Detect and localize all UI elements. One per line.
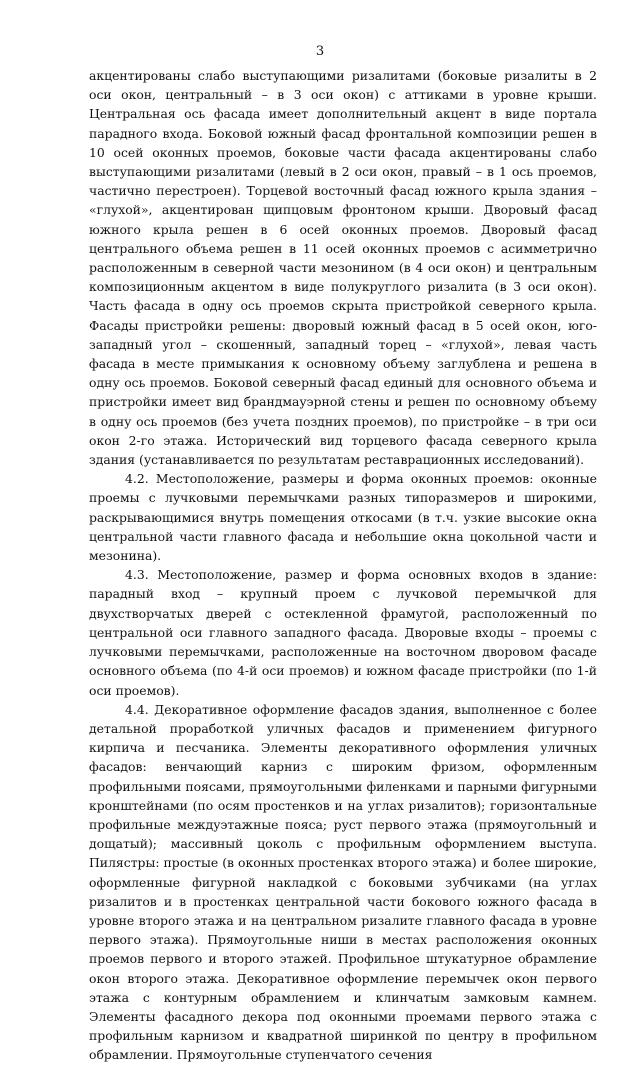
page-number: 3 xyxy=(315,44,325,59)
document-body xyxy=(89,66,597,1065)
paragraph-4-2: 4.2. Местоположение, размеры и форма оконных проемов: оконные проемы с лучковыми перемычками разных типоразмеров и широкими, раскрывающимися внутрь помещения откосами (в т.ч. узкие высокие окна центральной части главного фасада и небольшие окна цокольной части и мезонина). xyxy=(89,471,597,564)
paragraph-continued: акцентированы слабо выступающими ризалитами (боковые ризалиты в 2 оси окон, центральный – в 3 оси окон) с аттиками в уровне крыши. Центральная ось фасада имеет дополнительный акцент в виде портала парадного входа. Боковой южный фасад фронтальной композиции решен в 10 осей оконных проемов, боковые части фасада акцентированы слабо выступающими ризалитами (левый в 2 оси окон, правый – в 1 ось проемов, частично перестроен). Торцевой восточный фасад южного крыла здания – «глухой», акцентирован щипцовым фронтоном крыши. Дворовый фасад южного крыла решен в 6 осей оконных проемов. Дворовый фасад центрального объема решен в 11 осей оконных проемов с асимметрично расположенным в северной части мезонином (в 4 оси окон) и центральным композиционным акцентом в виде полукруглого ризалита (в 3 оси окон). Часть фасада в одну ось проемов скрыта пристройкой северного крыла. Фасады пристройки решены: дворовый южный фасад в 5 осей окон, юго-западный угол – скошенный, западный торец – «глухой», левая часть фасада в месте примыкания к основному объему заглублена и решена в одну ось проемов. Боковой северный фасад единый для основного объема и пристройки имеет вид брандмауэрной стены и решен по основному объему в одну ось проемов (без учета поздних проемов), по пристройке – в три оси окон 2-го этажа. Исторический вид торцевого фасада северного крыла здания (устанавливается по результатам реставрационных исследований). xyxy=(89,68,597,468)
paragraph-4-3: 4.3. Местоположение, размер и форма основных входов в здание: парадный вход – крупный проем с лучковой перемычкой для двухстворчатых дверей с остекленной фрамугой, расположенный по центральной оси главного западного фасада. Дворовые входы – проемы с лучковыми перемычками, расположенные на восточном дворовом фасаде основного объема (по 4-й оси проемов) и южном фасаде пристройки (по 1-й оси проемов). xyxy=(89,567,597,698)
paragraph-4-4: 4.4. Декоративное оформление фасадов здания, выполненное с более детальной проработкой уличных фасадов и применением фигурного кирпича и песчаника. Элементы декоративного оформления уличных фасадов: венчающий карниз с широким фризом, оформленным профильными поясами, прямоугольными филенками и парными фигурными кронштейнами (по осям простенков и на углах ризалитов); горизонтальные профильные междуэтажные пояса; руст первого этажа (прямоугольный и дощатый); массивный цоколь с профильным оформлением выступа. Пилястры: простые (в оконных простенках второго этажа) и более широкие, оформленные фигурной накладкой с боковыми зубчиками (на углах ризалитов и в простенках центральной части бокового южного фасада в уровне второго этажа и на центральном ризалите главного фасада в уровне первого этажа). Прямоугольные ниши в местах расположения оконных проемов первого и второго этажей. Профильное штукатурное обрамление окон второго этажа. Декоративное оформление перемычек окон первого этажа с контурным обрамлением и клинчатым замковым камнем. Элементы фасадного декора под оконными проемами первого этажа с профильным карнизом и квадратной ширинкой по центру в профильном обрамлении. Прямоугольные ступенчатого сечения xyxy=(89,701,597,1063)
